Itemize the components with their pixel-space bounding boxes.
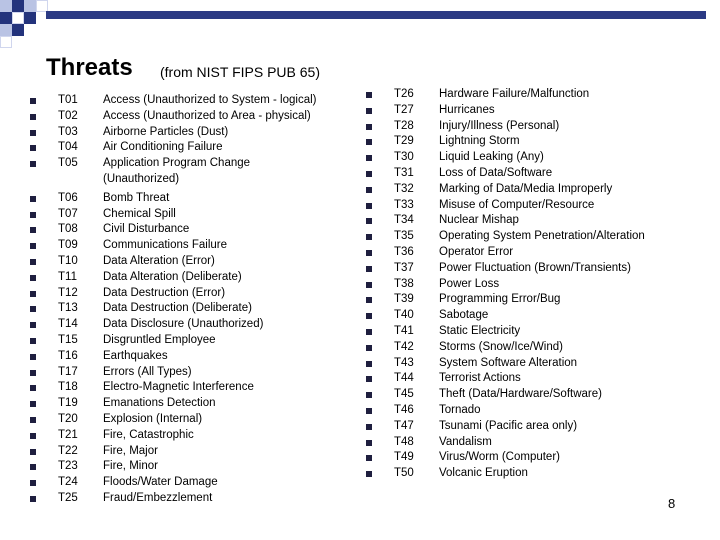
threat-description: Data Alteration (Deliberate) bbox=[103, 270, 242, 283]
bullet-icon bbox=[30, 480, 36, 486]
threat-code: T21 bbox=[58, 428, 78, 441]
threat-code: T44 bbox=[394, 372, 414, 385]
threat-description: Tornado bbox=[439, 404, 481, 416]
bullet-icon bbox=[366, 266, 372, 272]
bullet-icon bbox=[30, 464, 36, 470]
bullet-icon bbox=[366, 297, 372, 303]
threat-description: Access (Unauthorized to System - logical) bbox=[103, 94, 317, 106]
threat-code: T41 bbox=[394, 325, 414, 337]
threat-code: T46 bbox=[394, 404, 414, 416]
threat-description: Civil Disturbance bbox=[103, 223, 190, 236]
bullet-icon bbox=[366, 471, 372, 477]
slide-subtitle: (from NIST FIPS PUB 65) bbox=[160, 64, 320, 80]
threat-description: Power Loss bbox=[439, 277, 500, 290]
threat-description: Data Destruction (Deliberate) bbox=[103, 302, 252, 315]
bullet-icon bbox=[366, 455, 372, 461]
threat-code: T18 bbox=[58, 381, 78, 394]
threat-code: T28 bbox=[394, 119, 414, 132]
bullet-icon bbox=[30, 227, 36, 233]
bullet-icon bbox=[366, 361, 372, 367]
corner-decoration bbox=[0, 0, 60, 50]
bullet-icon bbox=[30, 449, 36, 455]
threat-description: Injury/Illness (Personal) bbox=[439, 119, 560, 132]
threat-description: Loss of Data/Software bbox=[439, 167, 553, 179]
threat-code: T35 bbox=[394, 230, 414, 243]
bullet-icon bbox=[30, 385, 36, 391]
threat-description: Vandalism bbox=[439, 435, 492, 448]
threat-description: Sabotage bbox=[439, 309, 489, 322]
threat-description: Fire, Catastrophic bbox=[103, 428, 194, 441]
threat-code: T22 bbox=[58, 444, 78, 457]
bullet-icon bbox=[30, 98, 36, 104]
threat-code: T15 bbox=[58, 334, 78, 346]
threat-code: T47 bbox=[394, 419, 414, 432]
bullet-icon bbox=[366, 234, 372, 240]
bullet-icon bbox=[366, 203, 372, 209]
threat-code: T24 bbox=[58, 476, 78, 489]
bullet-icon bbox=[30, 212, 36, 218]
threat-description: Liquid Leaking (Any) bbox=[439, 151, 544, 164]
threat-description: Data Disclosure (Unauthorized) bbox=[103, 318, 264, 331]
threat-description: Emanations Detection bbox=[103, 397, 216, 410]
threat-code: T39 bbox=[394, 293, 414, 306]
bullet-icon bbox=[30, 496, 36, 502]
threat-code: T03 bbox=[58, 125, 78, 138]
threat-description: Hurricanes bbox=[439, 103, 495, 116]
bullet-icon bbox=[366, 440, 372, 446]
threat-code: T27 bbox=[394, 103, 414, 116]
threat-code: T06 bbox=[58, 191, 78, 204]
threat-code: T33 bbox=[394, 198, 414, 211]
threat-description: Terrorist Actions bbox=[439, 372, 521, 385]
page-number: 8 bbox=[668, 496, 676, 511]
threat-code: T42 bbox=[394, 340, 414, 353]
threat-code: T23 bbox=[58, 460, 78, 473]
threat-description: Errors (All Types) bbox=[103, 365, 192, 378]
bullet-icon bbox=[366, 187, 372, 193]
bullet-icon bbox=[366, 313, 372, 319]
bullet-icon bbox=[30, 130, 36, 136]
threat-code: T45 bbox=[394, 388, 414, 401]
bullet-icon bbox=[30, 275, 36, 281]
bullet-icon bbox=[366, 345, 372, 351]
threat-description: Operating System Penetration/Alteration bbox=[439, 230, 645, 243]
threat-description: Power Fluctuation (Brown/Transients) bbox=[439, 261, 631, 274]
threat-description: Fire, Major bbox=[103, 444, 158, 457]
threat-code: T17 bbox=[58, 365, 78, 378]
bullet-icon bbox=[30, 338, 36, 344]
threat-description: Volcanic Eruption bbox=[439, 467, 528, 480]
bullet-icon bbox=[366, 171, 372, 177]
bullet-icon bbox=[30, 401, 36, 407]
threat-description: Application Program Change bbox=[103, 157, 251, 170]
threat-code: T50 bbox=[394, 467, 414, 480]
threat-code: T32 bbox=[394, 182, 414, 195]
bullet-icon bbox=[366, 155, 372, 161]
bullet-icon bbox=[366, 124, 372, 130]
threat-code: T48 bbox=[394, 435, 414, 448]
threat-description: Programming Error/Bug bbox=[439, 293, 561, 306]
threat-description: Marking of Data/Media Improperly bbox=[439, 182, 613, 195]
bullet-icon bbox=[366, 218, 372, 224]
threat-description: Earthquakes bbox=[103, 349, 168, 362]
threat-description: System Software Alteration bbox=[439, 356, 578, 369]
threat-description: Bomb Threat bbox=[103, 191, 170, 204]
threat-description: Floods/Water Damage bbox=[103, 476, 218, 489]
threat-code: T26 bbox=[394, 88, 414, 100]
bullet-icon bbox=[366, 376, 372, 382]
bullet-icon bbox=[30, 322, 36, 328]
threat-code: T10 bbox=[58, 255, 78, 267]
threat-description: Virus/Worm (Computer) bbox=[439, 451, 560, 464]
threat-code: T11 bbox=[58, 270, 77, 283]
threat-description: Fire, Minor bbox=[103, 460, 158, 473]
bullet-icon bbox=[366, 282, 372, 288]
slide-title: Threats bbox=[46, 54, 133, 81]
threat-code: T02 bbox=[58, 109, 78, 122]
bullet-icon bbox=[30, 243, 36, 249]
threat-description: Explosion (Internal) bbox=[103, 413, 203, 425]
bullet-icon bbox=[30, 354, 36, 360]
bullet-icon bbox=[366, 108, 372, 114]
threat-description: Data Destruction (Error) bbox=[103, 286, 226, 299]
threat-list-right bbox=[366, 87, 706, 487]
threat-code: T34 bbox=[394, 214, 414, 227]
threat-description: Airborne Particles (Dust) bbox=[103, 125, 229, 138]
threat-code: T31 bbox=[394, 167, 414, 179]
threat-description: Data Alteration (Error) bbox=[103, 255, 215, 267]
threat-code: T13 bbox=[58, 302, 78, 315]
bullet-icon bbox=[30, 145, 36, 151]
bullet-icon bbox=[30, 291, 36, 297]
threat-code: T04 bbox=[58, 141, 78, 154]
threat-code: T25 bbox=[58, 492, 78, 504]
threat-description: Communications Failure bbox=[103, 239, 227, 252]
bullet-icon bbox=[366, 250, 372, 256]
threat-code: T43 bbox=[394, 356, 414, 369]
threat-code: T20 bbox=[58, 413, 78, 425]
threat-description-cont: (Unauthorized) bbox=[103, 172, 180, 185]
threat-code: T14 bbox=[58, 318, 78, 331]
bullet-icon bbox=[30, 370, 36, 376]
threat-description: Nuclear Mishap bbox=[439, 214, 519, 227]
bullet-icon bbox=[30, 196, 36, 202]
bullet-icon bbox=[30, 259, 36, 265]
threat-code: T49 bbox=[394, 451, 414, 464]
bullet-icon bbox=[366, 139, 372, 145]
threat-description: Electro-Magnetic Interference bbox=[103, 381, 254, 394]
bullet-icon bbox=[366, 392, 372, 398]
threat-code: T09 bbox=[58, 239, 78, 252]
threat-description: Tsunami (Pacific area only) bbox=[439, 419, 578, 432]
bullet-icon bbox=[30, 433, 36, 439]
bullet-icon bbox=[366, 424, 372, 430]
threat-code: T05 bbox=[58, 157, 78, 170]
threat-code: T07 bbox=[58, 207, 78, 220]
threat-description: Access (Unauthorized to Area - physical) bbox=[103, 109, 311, 122]
threat-description: Storms (Snow/Ice/Wind) bbox=[439, 340, 563, 353]
threat-description: Air Conditioning Failure bbox=[103, 141, 223, 154]
bullet-icon bbox=[366, 408, 372, 414]
bullet-icon bbox=[30, 417, 36, 423]
threat-code: T08 bbox=[58, 223, 78, 236]
header-rule bbox=[46, 11, 706, 19]
threat-code: T36 bbox=[394, 246, 414, 258]
threat-description: Chemical Spill bbox=[103, 207, 176, 220]
bullet-icon bbox=[366, 329, 372, 335]
threat-description: Operator Error bbox=[439, 246, 514, 258]
threat-description: Static Electricity bbox=[439, 325, 521, 337]
threat-code: T01 bbox=[58, 94, 78, 106]
threat-code: T40 bbox=[394, 309, 414, 322]
threat-code: T37 bbox=[394, 261, 414, 274]
bullet-icon bbox=[30, 114, 36, 120]
threat-code: T30 bbox=[394, 151, 414, 164]
threat-description: Misuse of Computer/Resource bbox=[439, 198, 595, 211]
bullet-icon bbox=[30, 306, 36, 312]
threat-description: Hardware Failure/Malfunction bbox=[439, 88, 590, 100]
threat-code: T19 bbox=[58, 397, 78, 410]
threat-description: Lightning Storm bbox=[439, 135, 520, 148]
threat-code: T29 bbox=[394, 135, 414, 148]
threat-description: Disgruntled Employee bbox=[103, 334, 216, 346]
threat-code: T38 bbox=[394, 277, 414, 290]
threat-code: T12 bbox=[58, 286, 78, 299]
threat-list-left bbox=[30, 93, 360, 513]
bullet-icon bbox=[366, 92, 372, 98]
threat-code: T16 bbox=[58, 349, 78, 362]
bullet-icon bbox=[30, 161, 36, 167]
threat-description: Theft (Data/Hardware/Software) bbox=[439, 388, 602, 401]
threat-description: Fraud/Embezzlement bbox=[103, 492, 213, 504]
